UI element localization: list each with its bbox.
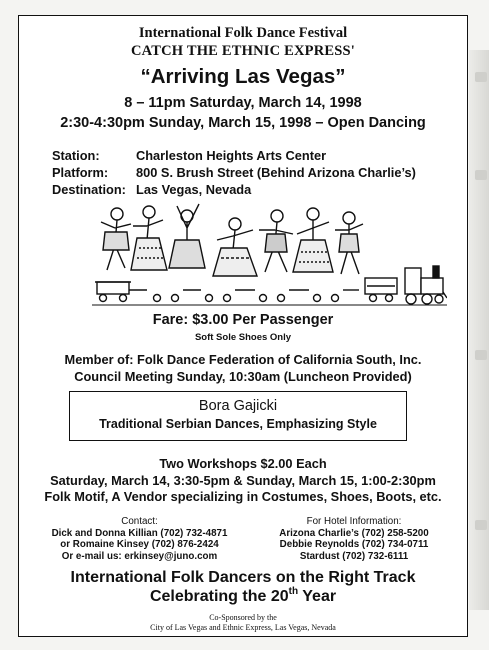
flyer [18,15,468,637]
teacher-description: Traditional Serbian Dances, Emphasizing Style [99,417,377,431]
hotel-heading: For Hotel Information: [306,516,402,527]
hotel-line: Arizona Charlie’s (702) 258-5200 [279,527,429,539]
cosponsor-heading: Co-Sponsored by the [209,613,277,622]
anniversary-prefix: Celebrating the 20 [149,588,289,605]
contact-line: or Romaine Kinsey (702) 876-2424 [60,539,219,551]
destination-label: Destination: [52,182,126,197]
anniversary-suffix: Year [298,588,337,605]
anniversary-ordinal: th [288,586,299,597]
festival-title: International Folk Dance Festival [138,25,348,41]
sunday-date: 2:30-4:30pm Sunday, March 15, 1998 – Open Dancing [60,115,426,131]
station-value: Charleston Heights Arts Center [136,148,327,163]
hotel-line: Stardust (702) 732-6111 [299,550,409,562]
membership-line: Member of: Folk Dance Federation of California South, Inc. [64,352,422,367]
contact-heading: Contact: [121,516,158,527]
council-meeting-line: Council Meeting Sunday, 10:30am (Luncheon Provided) [74,369,412,384]
venue-info [52,147,416,198]
platform-value: 800 S. Brush Street (Behind Arizona Charlie’s) [136,165,416,180]
theme-title: CATCH THE ETHNIC EXPRESS' [130,43,356,59]
destination-value: Las Vegas, Nevada [136,182,252,197]
platform-label: Platform: [52,165,109,180]
contact-email-line: Or e-mail us: erkinsey@juno.com [61,550,218,562]
hotel-line: Debbie Reynolds (702) 734-0711 [279,539,429,551]
anniversary-line [19,588,467,606]
saturday-date: 8 – 11pm Saturday, March 14, 1998 [124,95,362,111]
contact-block [47,516,232,562]
slogan-line: International Folk Dancers on the Right Track [70,569,416,586]
destination-row [52,181,416,198]
contact-line: Dick and Donna Killian (702) 732-4871 [51,527,228,539]
station-row [52,147,416,164]
arriving-title: “Arriving Las Vegas” [140,65,346,88]
cosponsor-names: City of Las Vegas and Ethnic Express, Las Vegas, Nevada [150,623,336,632]
teacher-name: Bora Gajicki [198,398,278,414]
folk-dancers-train-illustration [87,200,447,310]
adjacent-page-edge [469,50,489,610]
fare-note: Soft Sole Shoes Only [194,332,292,343]
hotel-block [269,516,439,562]
platform-row [52,164,416,181]
fare-price: Fare: $3.00 Per Passenger [152,312,334,328]
station-label: Station: [52,148,100,163]
workshops-price: Two Workshops $2.00 Each [159,456,327,471]
vendor-line: Folk Motif, A Vendor specializing in Costumes, Shoes, Boots, etc. [44,489,442,504]
teacher-box [69,391,407,441]
workshops-schedule: Saturday, March 14, 3:30-5pm & Sunday, March 15, 1:00-2:30pm [50,473,436,488]
